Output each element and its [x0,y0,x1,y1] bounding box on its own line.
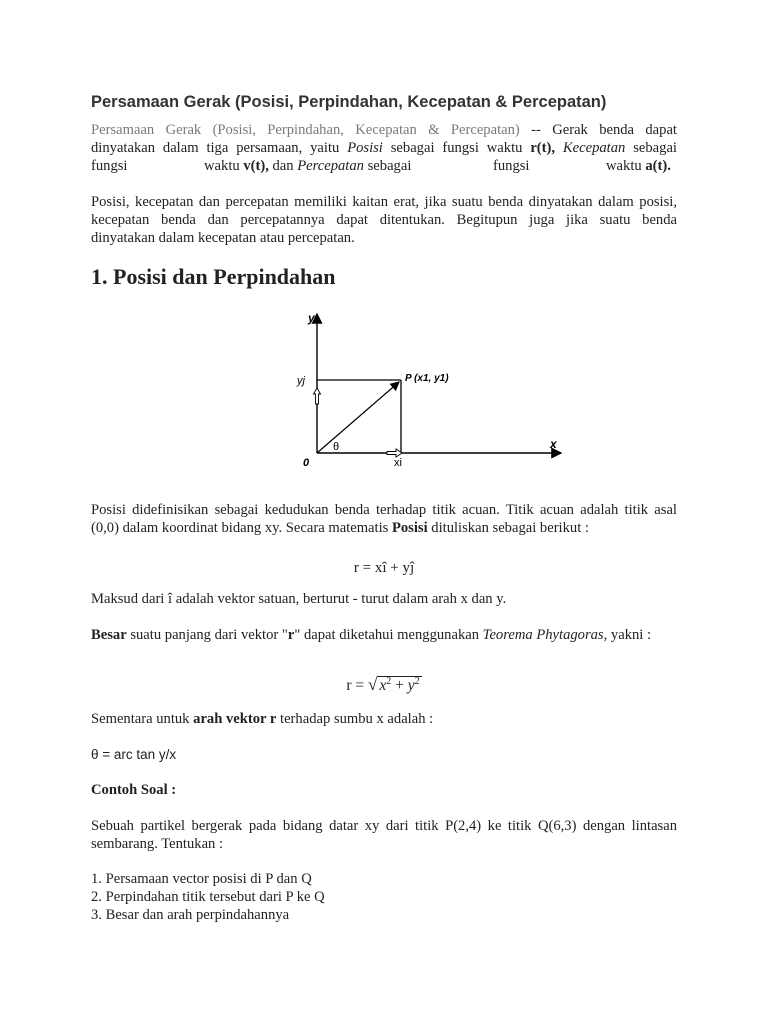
definition-posisi-bold: Posisi [391,520,428,536]
y-axis-label: y [308,311,315,325]
magnitude-paragraph [91,626,677,644]
x-exponent: 2 [386,675,392,687]
unit-vector-i-arrow [387,449,402,457]
yj-label: yj [297,375,305,387]
problem-line-2: sembarang. Tentukan : [91,836,224,852]
intro-rt: r(t), [530,140,556,156]
intro-vt-group [204,157,411,175]
position-vector-arrow [317,382,399,453]
magnitude-text: " dapat diketahui menggunakan [294,627,483,643]
point-p-label: P (x1, y1) [405,373,449,384]
intro-line-2 [91,139,677,157]
x-axis-label: x [550,437,557,451]
example-heading: Contoh Soal : [91,782,177,798]
definition-line-2 [91,519,677,537]
direction-paragraph [91,710,677,728]
intro-text: dan [268,158,298,174]
position-vector-formula: r = xî + yĵ [353,560,415,576]
intro-line-3 [91,157,677,175]
xi-label: xi [394,457,402,469]
intro-at-group [606,157,671,175]
article-title: Persamaan Gerak (Posisi, Perpindahan, Kecepatan & Percepatan) [91,93,607,111]
task-list [91,870,677,924]
besar-bold: Besar [91,627,127,643]
radicand [377,676,421,694]
vector-r-bold: r [287,627,295,643]
direction-bold: arah vektor r [193,711,277,727]
intro-paragraph [91,121,677,175]
intro-text: sebagai [363,158,412,174]
direction-text: Sementara untuk [91,711,194,727]
intro-line-1 [91,121,677,139]
radicand-x: x [379,677,387,694]
unit-vector-paragraph: Maksud dari î adalah vektor satuan, berturut - turut dalam arah x dan y. [91,591,507,607]
magnitude-text: yakni : [607,627,652,643]
position-definition-paragraph [91,501,677,537]
theta-formula: θ = arc tan y/x [91,747,177,762]
intro-text: dinyatakan dalam tiga persamaan, yaitu [91,140,348,156]
origin-label: 0 [303,457,310,469]
definition-line-1: Posisi didefinisikan sebagai kedudukan benda terhadap titik acuan. Titik acuan adalah titik asal [91,502,677,518]
definition-text: (0,0) dalam koordinat bidang xy. Secara matematis [91,520,392,536]
magnitude-text: suatu panjang dari vektor " [126,627,288,643]
section-heading-posisi: 1. Posisi dan Perpindahan [91,264,336,289]
task-item: 3. Besar dan arah perpindahannya [91,907,290,923]
intro-lead-link[interactable]: Persamaan Gerak (Posisi, Perpindahan, Kecepatan & Percepatan) [91,122,520,138]
definition-text: dituliskan sebagai berikut : [427,520,589,536]
unit-vector-j-arrow [314,388,321,404]
intro-text: -- Gerak benda dapat [519,122,677,138]
magnitude-lhs: r = [346,677,369,694]
relation-paragraph [91,193,677,247]
intro-text: sebagai fungsi waktu [382,140,531,156]
intro-text: fungsi [493,158,530,174]
intro-text: waktu [204,158,244,174]
direction-text: terhadap sumbu x adalah : [276,711,434,727]
magnitude-formula [91,675,677,695]
relation-line-2: kecepatan benda dan percepatannya dapat ditentukan. Begitupun juga jika suatu benda [91,212,677,228]
pythagoras-italic: Teorema Phytagoras, [482,627,608,643]
relation-line-1: Posisi, kecepatan dan percepatan memiliki kaitan erat, jika suatu benda dinyatakan dalam posisi, [91,194,677,210]
intro-text: sebagai [625,140,677,156]
intro-vt: v(t), [243,158,269,174]
position-vector-diagram [297,308,568,473]
theta-label: θ [333,441,340,453]
radical-sign: √ [368,675,378,694]
relation-line-3: dinyatakan dalam kecepatan atau percepatan. [91,230,355,246]
intro-percepatan: Percepatan [297,158,364,174]
intro-kecepatan: Kecepatan [562,140,626,156]
intro-text: waktu [606,158,646,174]
radicand-y: y [407,677,415,694]
problem-line-1: Sebuah partikel bergerak pada bidang datar xy dari titik P(2,4) ke titik Q(6,3) dengan lintasan [91,818,677,834]
intro-text: fungsi [91,158,128,174]
plus-sign: + [391,677,408,694]
example-problem [91,817,677,853]
task-item: 1. Persamaan vector posisi di P dan Q [91,871,312,887]
intro-posisi: Posisi [347,140,383,156]
task-item: 2. Perpindahan titik tersebut dari P ke Q [91,889,325,905]
intro-at: a(t). [645,158,671,174]
y-exponent: 2 [414,675,420,687]
